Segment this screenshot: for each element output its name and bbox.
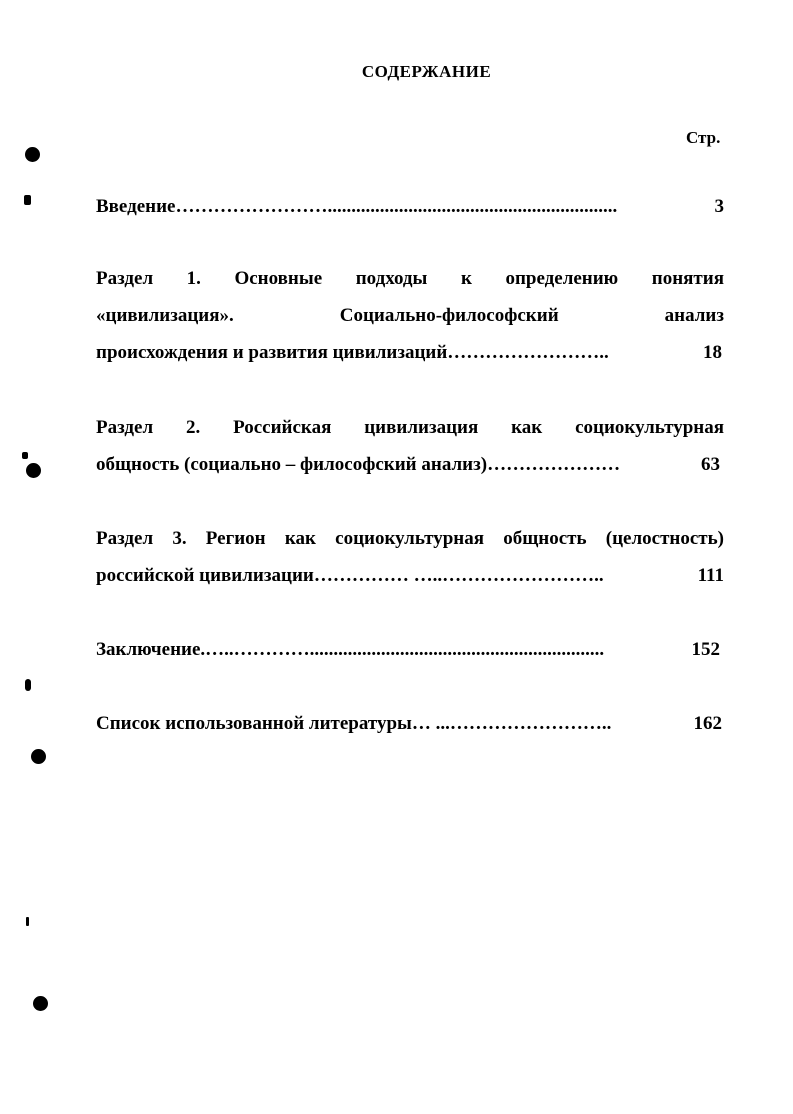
page-number: 63 [701, 454, 720, 475]
page-title: СОДЕРЖАНИЕ [361, 62, 492, 81]
toc-line [96, 188, 724, 225]
toc-entry-section-1 [96, 260, 724, 371]
entry-title-line: Раздел 2. Российская цивилизация как социокультурная [96, 417, 724, 438]
dot-leader: ……………………............................................................. [175, 196, 618, 217]
toc-entry-literature [96, 705, 724, 742]
binder-hole-mark [31, 749, 46, 764]
scan-speck [26, 917, 29, 926]
toc-line [96, 705, 722, 742]
toc-line [96, 334, 722, 371]
entry-title-line: Раздел 1. Основные подходы к определению понятия [96, 268, 724, 289]
page-number: 152 [691, 639, 720, 660]
toc-line [96, 631, 720, 668]
dot-leader: … ...…………………….. [411, 713, 612, 734]
binder-hole-mark [26, 463, 41, 478]
entry-title-line: общность (социально – философский анализ) [96, 454, 488, 475]
entry-title-line: российской цивилизации [96, 565, 314, 586]
dot-leader: …………… …..…………………….. [313, 565, 604, 586]
entry-title: Список использованной литературы [96, 713, 412, 734]
toc-line [96, 446, 720, 483]
page-number: 162 [693, 713, 722, 734]
entry-title-line: «цивилизация». Социально-философский анализ [96, 305, 724, 326]
page-number: 111 [697, 565, 724, 586]
dot-leader: …..………….............................................................. [205, 639, 605, 660]
toc-entry-section-3 [96, 520, 724, 594]
toc-line [96, 557, 724, 594]
dot-leader: …………………….. [447, 342, 609, 363]
entry-title: Введение [96, 196, 176, 217]
toc-entry-intro [96, 188, 724, 225]
scan-speck [22, 452, 28, 459]
binder-hole-mark [25, 147, 40, 162]
entry-title: Заключение. [96, 639, 206, 660]
binder-hole-mark [33, 996, 48, 1011]
entry-title-line: происхождения и развития цивилизаций [96, 342, 448, 363]
scan-speck [25, 679, 31, 691]
page-number: 18 [703, 342, 722, 363]
page-number: 3 [714, 196, 724, 217]
dot-leader: ………………… [487, 454, 621, 475]
toc-entry-conclusion [96, 631, 724, 668]
scan-speck [24, 195, 31, 205]
toc-entry-section-2 [96, 409, 724, 483]
page-column-label: Стр. [686, 128, 721, 147]
entry-title-line: Раздел 3. Регион как социокультурная общность (целостность) [96, 528, 724, 549]
